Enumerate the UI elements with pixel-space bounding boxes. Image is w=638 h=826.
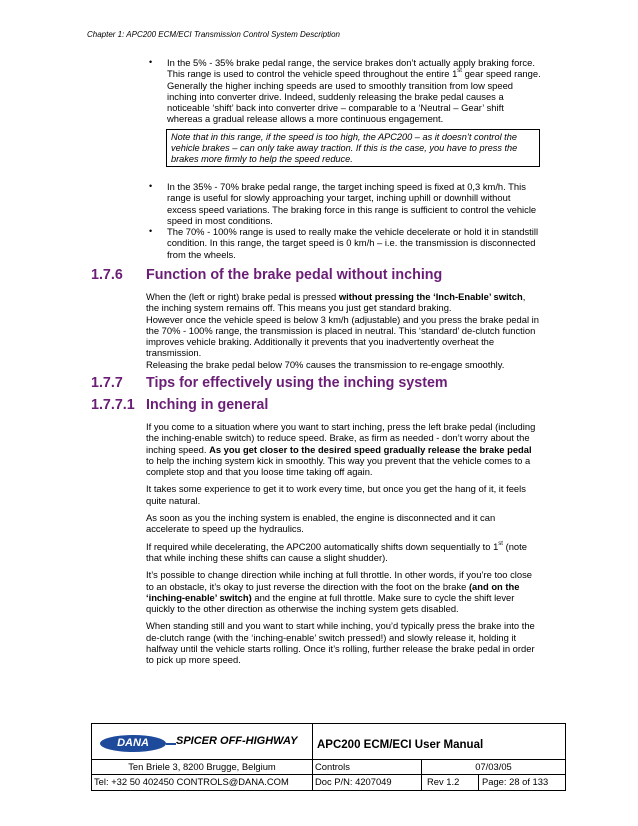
text-line: However once the vehicle speed is below 3 km/h (adjustable) and you press the brake pedal in xyxy=(146,313,539,325)
text-line: improves vehicle braking. Additionally it prevents that you inadvertently overheat the xyxy=(146,336,495,348)
chapter-header: Chapter 1: APC200 ECM/ECI Transmission Control System Description xyxy=(87,30,340,39)
text-line: the 70% - 100% range, the transmission is placed in neutral. This ‘standard’ de-clutch function xyxy=(146,324,536,336)
note-box xyxy=(166,129,540,167)
paragraph xyxy=(146,483,566,506)
text-line: the inching system remains off. This means you just get standard braking. xyxy=(146,302,452,314)
footer-date: 07/03/05 xyxy=(422,760,565,775)
text-line: from the wheels. xyxy=(167,248,236,260)
logo-divider xyxy=(166,743,176,745)
note-line: brakes more firmly to help the speed reduce. xyxy=(171,154,353,165)
bullet-glyph: • xyxy=(149,226,153,237)
text-line: whereas a gradual release allows a more continuous engagement. xyxy=(167,113,444,125)
paragraph xyxy=(146,421,566,477)
section-title: Tips for effectively using the inching system xyxy=(146,375,448,391)
text-line: If you come to a situation where you want to start inching, press the left brake pedal (including xyxy=(146,421,536,432)
section-number: 1.7.7.1 xyxy=(91,397,135,413)
text-line: to help the inching system kick in smoothly. This way you prevent that the vehicle comes to a xyxy=(146,454,531,466)
text-line: It’s possible to change direction while inching at full throttle. In other words, if you’re too close xyxy=(146,569,532,581)
text-line: In the 5% - 35% brake pedal range, the service brakes don’t actually apply braking force. xyxy=(167,57,535,68)
text-line: de-clutch range (with the ‘inching-enable’ switch pressed!) and slowly release it, holding it xyxy=(146,631,517,643)
bullet-glyph: • xyxy=(149,57,153,67)
section-number: 1.7.6 xyxy=(91,267,123,283)
section-title: Inching in general xyxy=(146,397,269,413)
footer-contact: Tel: +32 50 402450 CONTROLS@DANA.COM xyxy=(92,775,313,790)
footer-section: Controls xyxy=(313,760,422,775)
footer-revision: Rev 1.2 xyxy=(422,775,479,790)
text-line: When standing still and you want to start while inching, you’d typically press the brake into the xyxy=(146,620,535,632)
footer-page: Page: 28 of 133 xyxy=(482,776,549,787)
section-body-1-7-7-1 xyxy=(146,421,566,666)
text-line: quite natural. xyxy=(146,494,201,506)
text-line: to an obstacle, it’s okay to just reverse the direction with the foot on the brake (and on the xyxy=(146,580,520,592)
paragraph xyxy=(146,512,566,535)
footer-logo-cell xyxy=(92,724,313,760)
text-line: It takes some experience to get it to work every time, but once you get the hang of it, it feels xyxy=(146,483,526,495)
bullet-list-top xyxy=(146,57,566,125)
paragraph xyxy=(146,569,566,614)
text-line: As soon as you the inching system is enabled, the engine is disconnected and it can xyxy=(146,512,496,524)
text-line: The 70% - 100% range is used to really make the vehicle decelerate or hold it in standstill xyxy=(167,226,539,238)
footer-address: Ten Briele 3, 8200 Brugge, Belgium xyxy=(92,760,313,775)
text-line: ‘inching-enable’ switch) and the engine at full throttle. Make sure to cycle the shift lever xyxy=(146,591,515,603)
paragraph xyxy=(146,541,566,564)
bullet-list-lower xyxy=(146,181,566,260)
text-line: In the 35% - 70% brake pedal range, the target inching speed is fixed at 0,3 km/h. This xyxy=(167,181,526,192)
text-line: If required while decelerating, the APC200 automatically shifts down sequentially to 1st (note xyxy=(146,540,527,552)
text-line: to pick up more speed. xyxy=(146,654,241,666)
text-line: condition. In this range, the target speed is 0 km/h – i.e. the transmission is disconnected xyxy=(167,237,536,249)
text-line: excess speed variations. The braking force in this range is sufficient to control the vehicle xyxy=(167,203,537,215)
text-line: the inching-enable switch) to reduce speed. Brake, as firm as needed - don’t worry about the xyxy=(146,432,530,444)
text-line: complete stop and that you loose time taking off again. xyxy=(146,466,373,478)
text-line: noticeable ‘shift’ back into converter drive – comparable to a ‘Neutral – Gear’ shift xyxy=(167,102,504,114)
paragraph xyxy=(146,620,566,665)
text-line: transmission. xyxy=(146,347,202,359)
text-line: Releasing the brake pedal below 70% causes the transmission to re-engage smoothly. xyxy=(146,358,505,370)
text-line: speed in most conditions. xyxy=(167,214,273,226)
text-line: When the (left or right) brake pedal is pressed without pressing the ‘Inch-Enable’ switch, xyxy=(146,291,526,302)
spicer-logo-text: SPICER OFF-HIGHWAY xyxy=(176,735,298,747)
text-line: inching speed. As you get closer to the desired speed gradually release the brake pedal xyxy=(146,443,532,455)
bullet-item-brake-35-70 xyxy=(146,181,566,226)
footer-doc-number: Doc P/N: 4207049 xyxy=(313,775,422,790)
text-line: that while inching these shifts can cause a slight shudder). xyxy=(146,551,388,563)
text-line: Generally the higher inching speeds are used to smoothly transition from low speed xyxy=(167,79,514,91)
section-number: 1.7.7 xyxy=(91,375,123,391)
text-line: halfway until the vehicle starts rolling. Once it’s rolling, further release the brake pedal in order xyxy=(146,643,535,655)
dana-logo: DANA xyxy=(100,735,166,752)
text-line: quickly to the other direction as otherwise the inching system gets disabled. xyxy=(146,603,459,615)
text-line: inching into converter drive. Indeed, suddenly releasing the brake pedal causes a xyxy=(167,90,504,102)
section-title: Function of the brake pedal without inching xyxy=(146,267,443,283)
note-line: Note that in this range, if the speed is too high, the APC200 – as it doesn’t control the xyxy=(171,132,517,142)
manual-title: APC200 ECM/ECI User Manual xyxy=(313,724,565,760)
bullet-item-brake-70-100 xyxy=(146,226,566,260)
text-line: This range is used to control the vehicle speed throughout the entire 1st gear speed range. xyxy=(167,68,541,80)
bullet-glyph: • xyxy=(149,181,153,191)
note-line: vehicle brakes – can only take away traction. If this is the case, you have to press the xyxy=(171,143,518,154)
text-line: accelerate to speed up the hydraulics. xyxy=(146,523,304,535)
text-line: range is useful for slowly approaching your target, inching uphill or downhill without xyxy=(167,192,511,204)
section-body-1-7-6 xyxy=(146,291,566,370)
footer-table xyxy=(91,723,566,791)
bullet-item-brake-5-35 xyxy=(146,57,566,125)
